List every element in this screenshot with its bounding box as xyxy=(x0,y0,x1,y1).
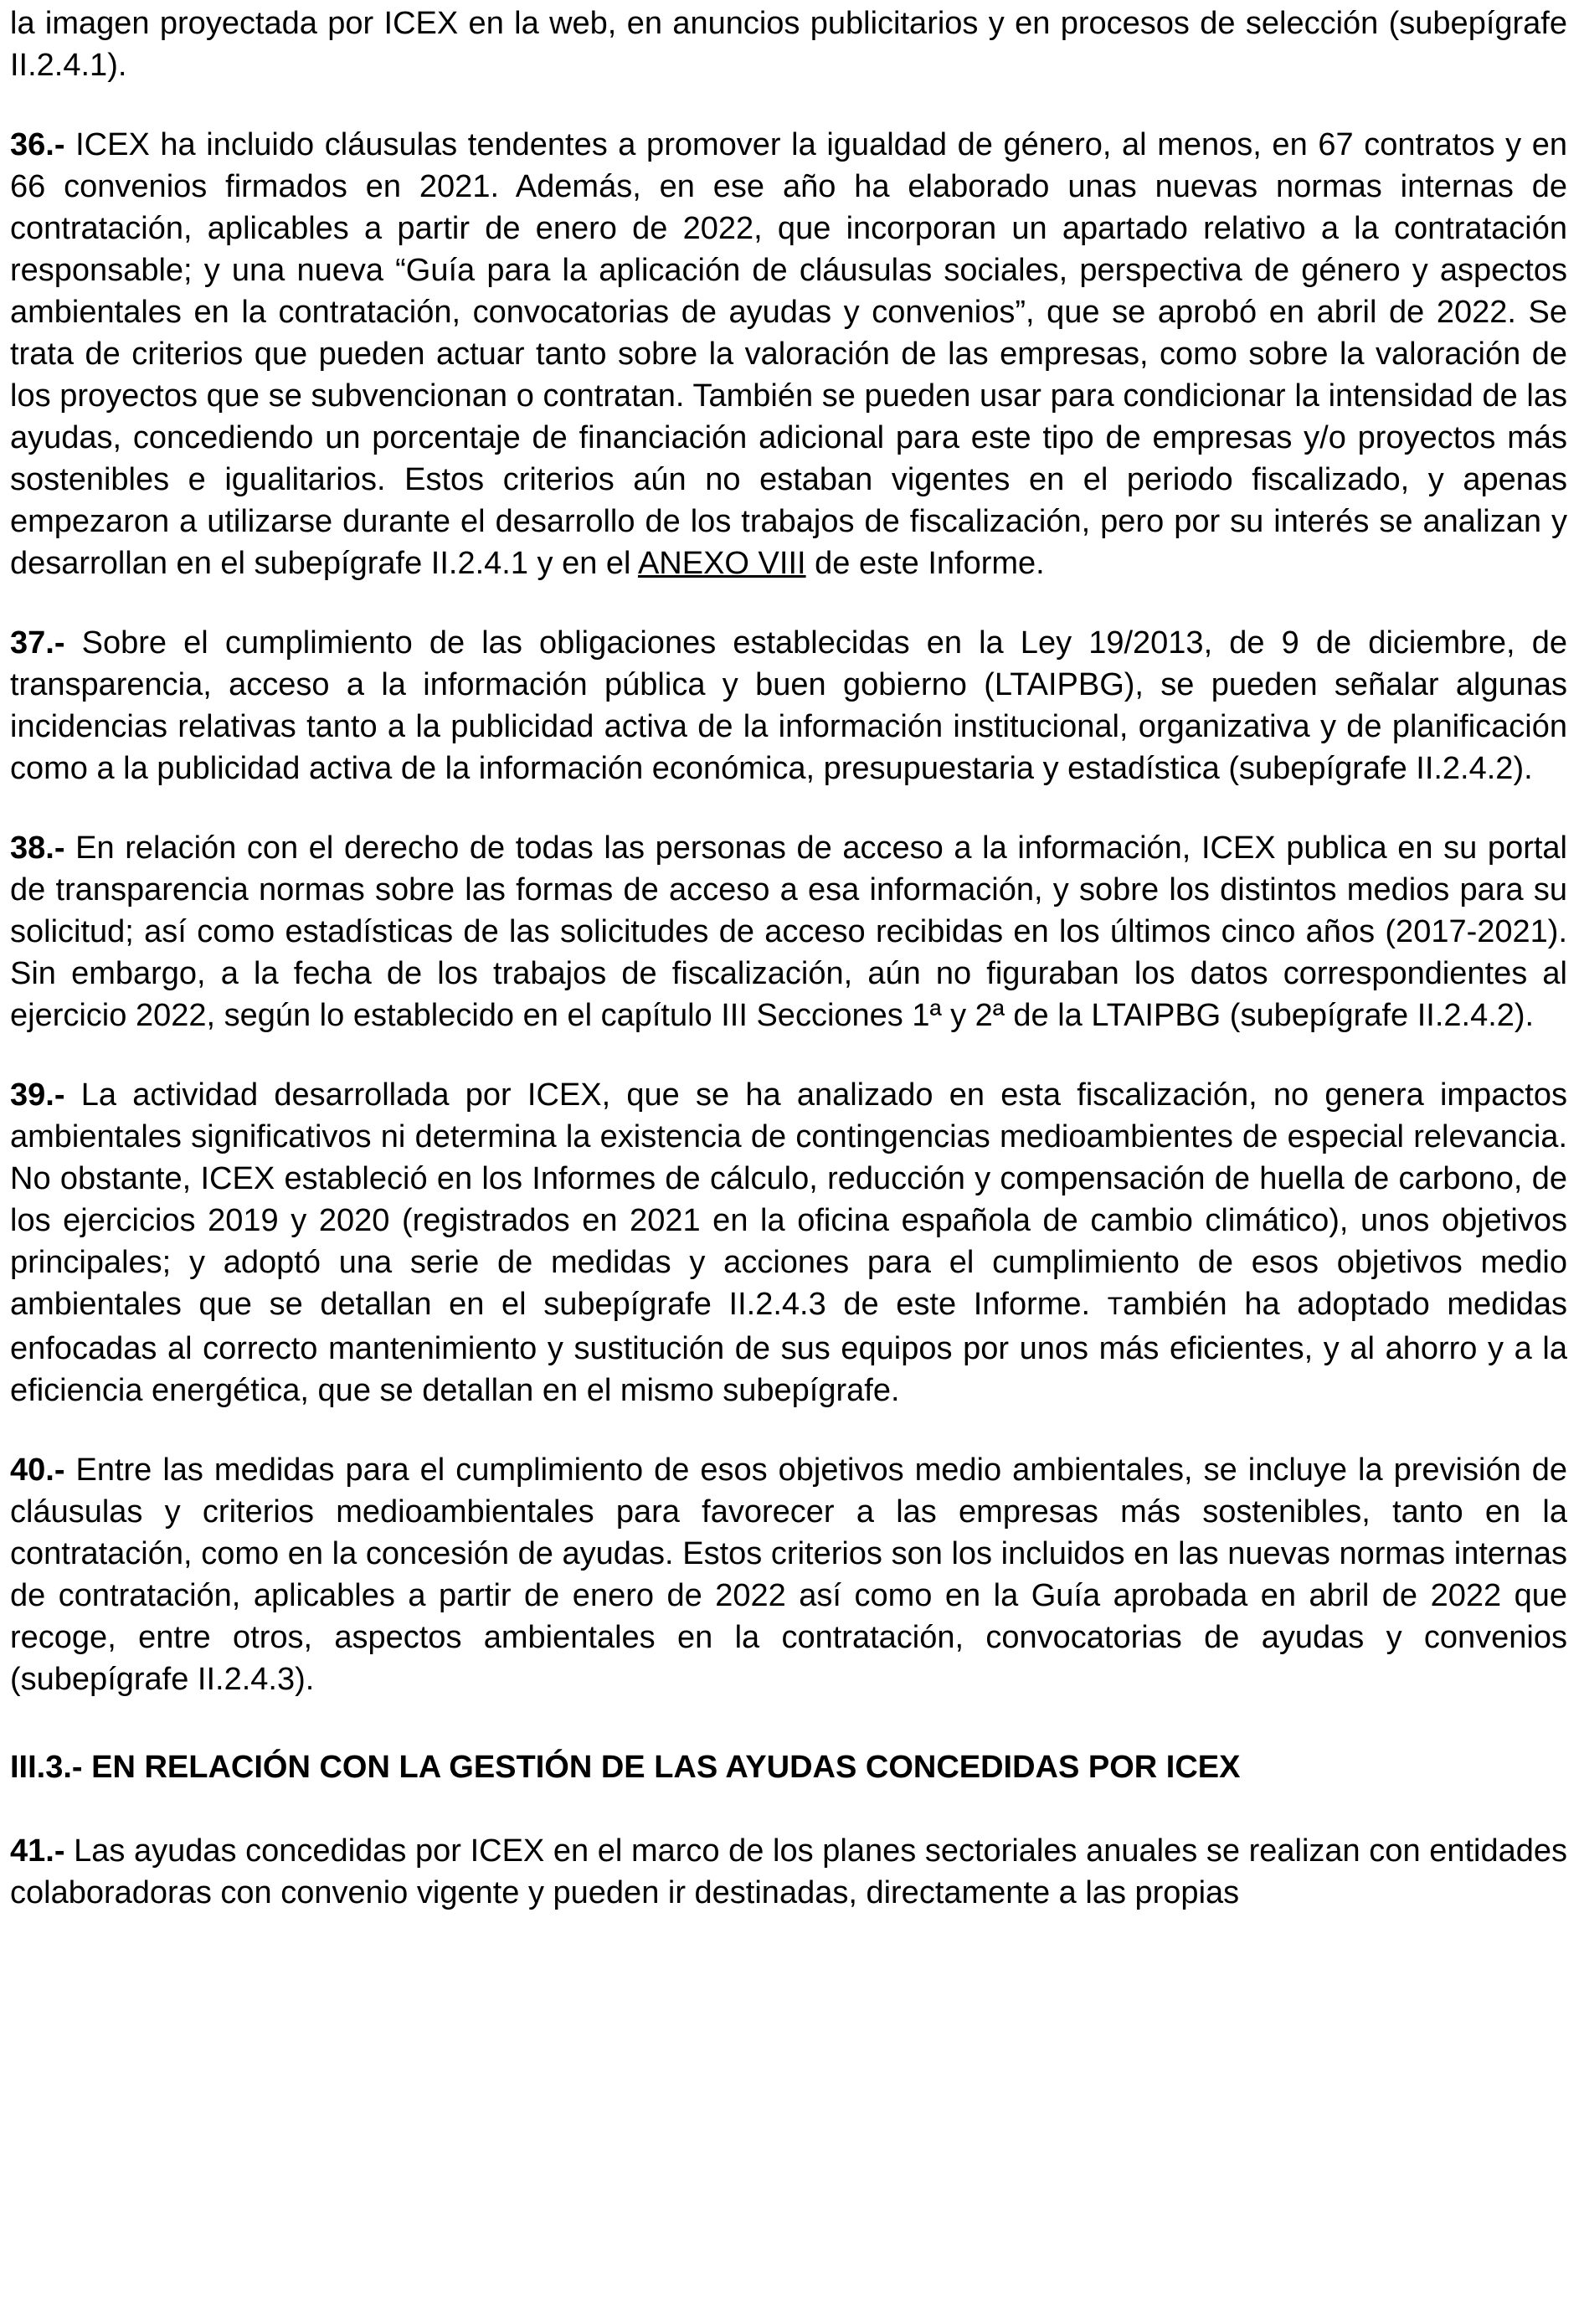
paragraph-number: 37.- xyxy=(10,625,65,661)
paragraph-38 xyxy=(10,827,1567,1036)
paragraph-number: 36.- xyxy=(10,127,65,162)
small-capital-t: T xyxy=(1107,1293,1124,1320)
paragraph-text: ICEX ha incluido cláusulas tendentes a promover la igualdad de género, al menos, en 67 contratos y en 66 convenios firmados en 2021. Además, en ese año ha elaborado unas nuevas normas internas de contratación, aplicables a partir de enero de 2022, que incorporan un apartado relativo a la contratación responsable; y una nueva “Guía para la aplicación de cláusulas sociales, perspectiva de género y aspectos ambientales en la contratación, convocatorias de ayudas y convenios”, que se aprobó en abril de 2022. Se trata de criterios que pueden actuar tanto sobre la valoración de las empresas, como sobre la valoración de los proyectos que se subvencionan o contratan. También se pueden usar para condicionar la intensidad de las ayudas, concediendo un porcentaje de financiación adicional para este tipo de empresas y/o proyectos más sostenibles e igualitarios. Estos criterios aún no estaban vigentes en el periodo fiscalizado, y apenas empezaron a utilizarse durante el desarrollo de los trabajos de fiscalización, pero por su interés se analizan y desarrollan en el subepígrafe II.2.4.1 y en el xyxy=(10,127,1567,581)
paragraph-40 xyxy=(10,1449,1567,1700)
paragraph-text: de este Informe. xyxy=(805,546,1045,581)
paragraph-text: la imagen proyectada por ICEX en la web, en anuncios publicitarios y en procesos de selección (subepígrafe II.2.4.1). xyxy=(10,6,1567,83)
paragraph-text: En relación con el derecho de todas las personas de acceso a la información, ICEX publica en su portal de transparencia normas sobre las formas de acceso a esa información, y sobre los distintos medios para su solicitud; así como estadísticas de las solicitudes de acceso recibidas en los últimos cinco años (2017-2021). Sin embargo, a la fecha de los trabajos de fiscalización, aún no figuraban los datos correspondientes al ejercicio 2022, según lo establecido en el capítulo III Secciones 1ª y 2ª de la LTAIPBG (subepígrafe II.2.4.2). xyxy=(10,830,1567,1033)
paragraph-text: Entre las medidas para el cumplimiento de esos objetivos medio ambientales, se incluye la previsión de cláusulas y criterios medioambientales para favorecer a las empresas más sostenibles, tanto en la contratación, como en la concesión de ayudas. Estos criterios son los incluidos en las nuevas normas internas de contratación, aplicables a partir de enero de 2022 así como en la Guía aprobada en abril de 2022 que recoge, entre otros, aspectos ambientales en la contratación, convocatorias de ayudas y convenios (subepígrafe II.2.4.3). xyxy=(10,1452,1567,1697)
section-heading-text: III.3.- EN RELACIÓN CON LA GESTIÓN DE LAS AYUDAS CONCEDIDAS POR ICEX xyxy=(10,1750,1241,1785)
paragraph-number: 39.- xyxy=(10,1077,65,1113)
section-heading-iii-3 xyxy=(10,1746,1567,1788)
paragraph-text: Las ayudas concedidas por ICEX en el marco de los planes sectoriales anuales se realizan con entidades colaboradoras con convenio vigente y pueden ir destinadas, directamente a las propias xyxy=(10,1833,1567,1910)
paragraph-text: La actividad desarrollada por ICEX, que se ha analizado en esta fiscalización, no genera impactos ambientales significativos ni determina la existencia de contingencias medioambientes de especial relevancia. No obstante, ICEX estableció en los Informes de cálculo, reducción y compensación de huella de carbono, de los ejercicios 2019 y 2020 (registrados en 2021 en la oficina española de cambio climático), unos objetivos principales; y adoptó una serie de medidas y acciones para el cumplimiento de esos objetivos medio ambientales que se detallan en el subepígrafe II.2.4.3 de este Informe. xyxy=(10,1077,1567,1322)
paragraph-41 xyxy=(10,1830,1567,1914)
paragraph-number: 41.- xyxy=(10,1833,65,1869)
paragraph-text: Sobre el cumplimiento de las obligaciones establecidas en la Ley 19/2013, de 9 de diciembre, de transparencia, acceso a la información pública y buen gobierno (LTAIPBG), se pueden señalar algunas incidencias relativas tanto a la publicidad activa de la información institucional, organizativa y de planificación como a la publicidad activa de la información económica, presupuestaria y estadística (subepígrafe II.2.4.2). xyxy=(10,625,1567,786)
paragraph-36 xyxy=(10,124,1567,584)
paragraph-text: ambién ha adoptado medidas enfocadas al correcto mantenimiento y sustitución de sus equipos por unos más eficientes, y al ahorro y a la eficiencia energética, que se detallan en el mismo subepígrafe. xyxy=(10,1287,1567,1408)
paragraph-continuation xyxy=(10,3,1567,86)
anexo-viii-reference: ANEXO VIII xyxy=(637,546,806,581)
paragraph-number: 38.- xyxy=(10,830,65,866)
paragraph-39 xyxy=(10,1074,1567,1411)
paragraph-number: 40.- xyxy=(10,1452,65,1488)
paragraph-37 xyxy=(10,622,1567,789)
